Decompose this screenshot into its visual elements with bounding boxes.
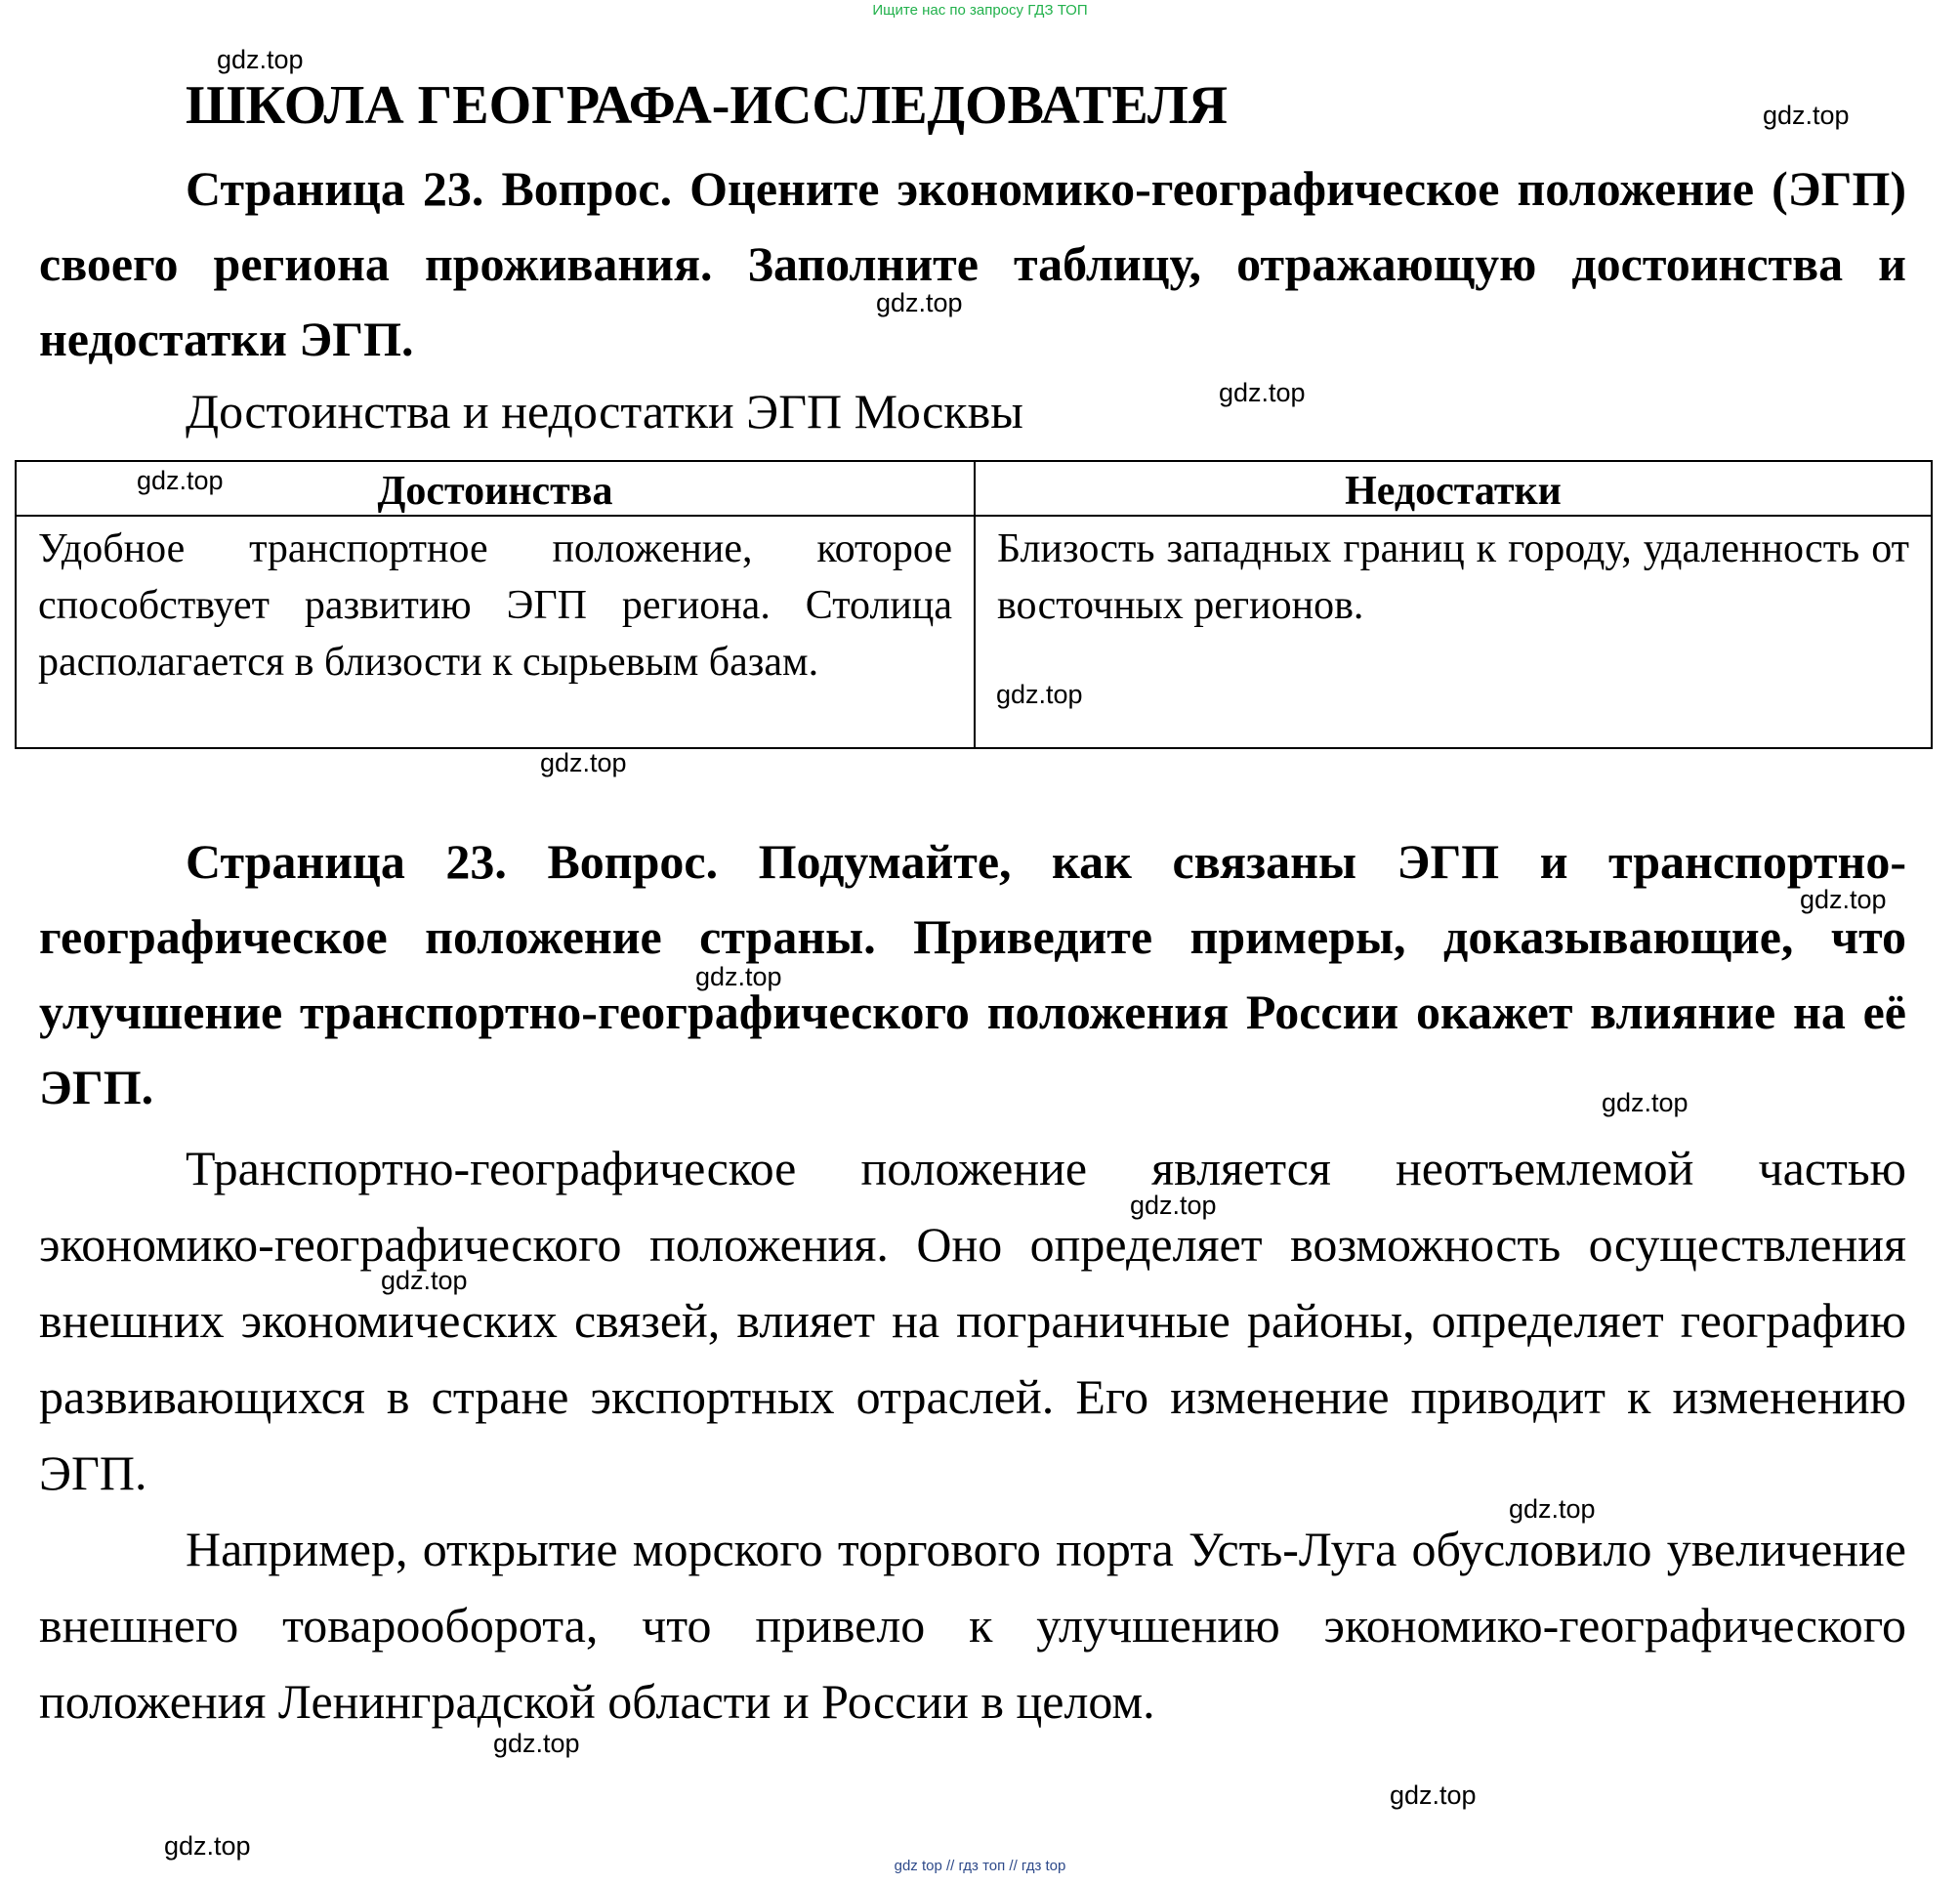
watermark: gdz.top xyxy=(1800,885,1887,914)
egp-table xyxy=(15,460,1933,749)
top-banner: Ищите нас по запросу ГДЗ ТОП xyxy=(872,2,1088,19)
answer-paragraph-1: Транспортно-географическое положение является неотъемлемой частью экономико-географического положения. Оно определяет возможность осуществления внешних экономических связей, влияет на пограничные районы, определяет географию развивающихся в стране экспортных отраслей. Его изменение приводит к изменению ЭГП. xyxy=(39,1141,1906,1500)
table-caption: Достоинства и недостатки ЭГП Москвы xyxy=(186,384,1023,439)
watermark: gdz.top xyxy=(137,466,224,495)
watermark: gdz.top xyxy=(1509,1494,1596,1524)
question-2: Страница 23. Вопрос. Подумайте, как связаны ЭГП и транспортно-географическое положение страны. Приведите примеры, доказывающие, что улучшение транспортно-географического положения России окажет влияние на её ЭГП. xyxy=(39,834,1906,1114)
question-1: Страница 23. Вопрос. Оцените экономико-географическое положение (ЭГП) своего региона проживания. Заполните таблицу, отражающую достоинства и недостатки ЭГП. xyxy=(39,161,1906,366)
table-header-row xyxy=(16,461,1932,516)
watermark: gdz.top xyxy=(540,748,627,777)
watermark: gdz.top xyxy=(1602,1088,1689,1117)
watermark: gdz.top xyxy=(996,680,1083,709)
watermark: gdz.top xyxy=(695,962,782,991)
page-title: ШКОЛА ГЕОГРАФА-ИССЛЕДОВАТЕЛЯ xyxy=(186,75,1229,136)
watermark: gdz.top xyxy=(876,288,963,317)
watermark: gdz.top xyxy=(1390,1780,1477,1810)
cell-disadvantages: Близость западных границ к городу, удаленность от восточных регионов. xyxy=(975,516,1932,748)
header-disadvantages: Недостатки xyxy=(975,461,1932,516)
header-advantages: Достоинства xyxy=(16,461,975,516)
footer-links: gdz top // гдз топ // гдз top xyxy=(894,1858,1066,1874)
watermark: gdz.top xyxy=(493,1729,580,1758)
table-row xyxy=(16,516,1932,748)
watermark: gdz.top xyxy=(381,1266,468,1295)
watermark: gdz.top xyxy=(1130,1191,1217,1220)
watermark: gdz.top xyxy=(217,45,304,74)
watermark: gdz.top xyxy=(1763,101,1850,130)
cell-advantages: Удобное транспортное положение, которое способствует развитию ЭГП региона. Столица располагается в близости к сырьевым базам. xyxy=(16,516,975,748)
answer-paragraph-2: Например, открытие морского торгового порта Усть-Луга обусловило увеличение внешнего товарооборота, что привело к улучшению экономико-географического положения Ленинградской области и России в целом. xyxy=(39,1522,1906,1729)
watermark: gdz.top xyxy=(164,1831,251,1861)
watermark: gdz.top xyxy=(1219,378,1306,407)
